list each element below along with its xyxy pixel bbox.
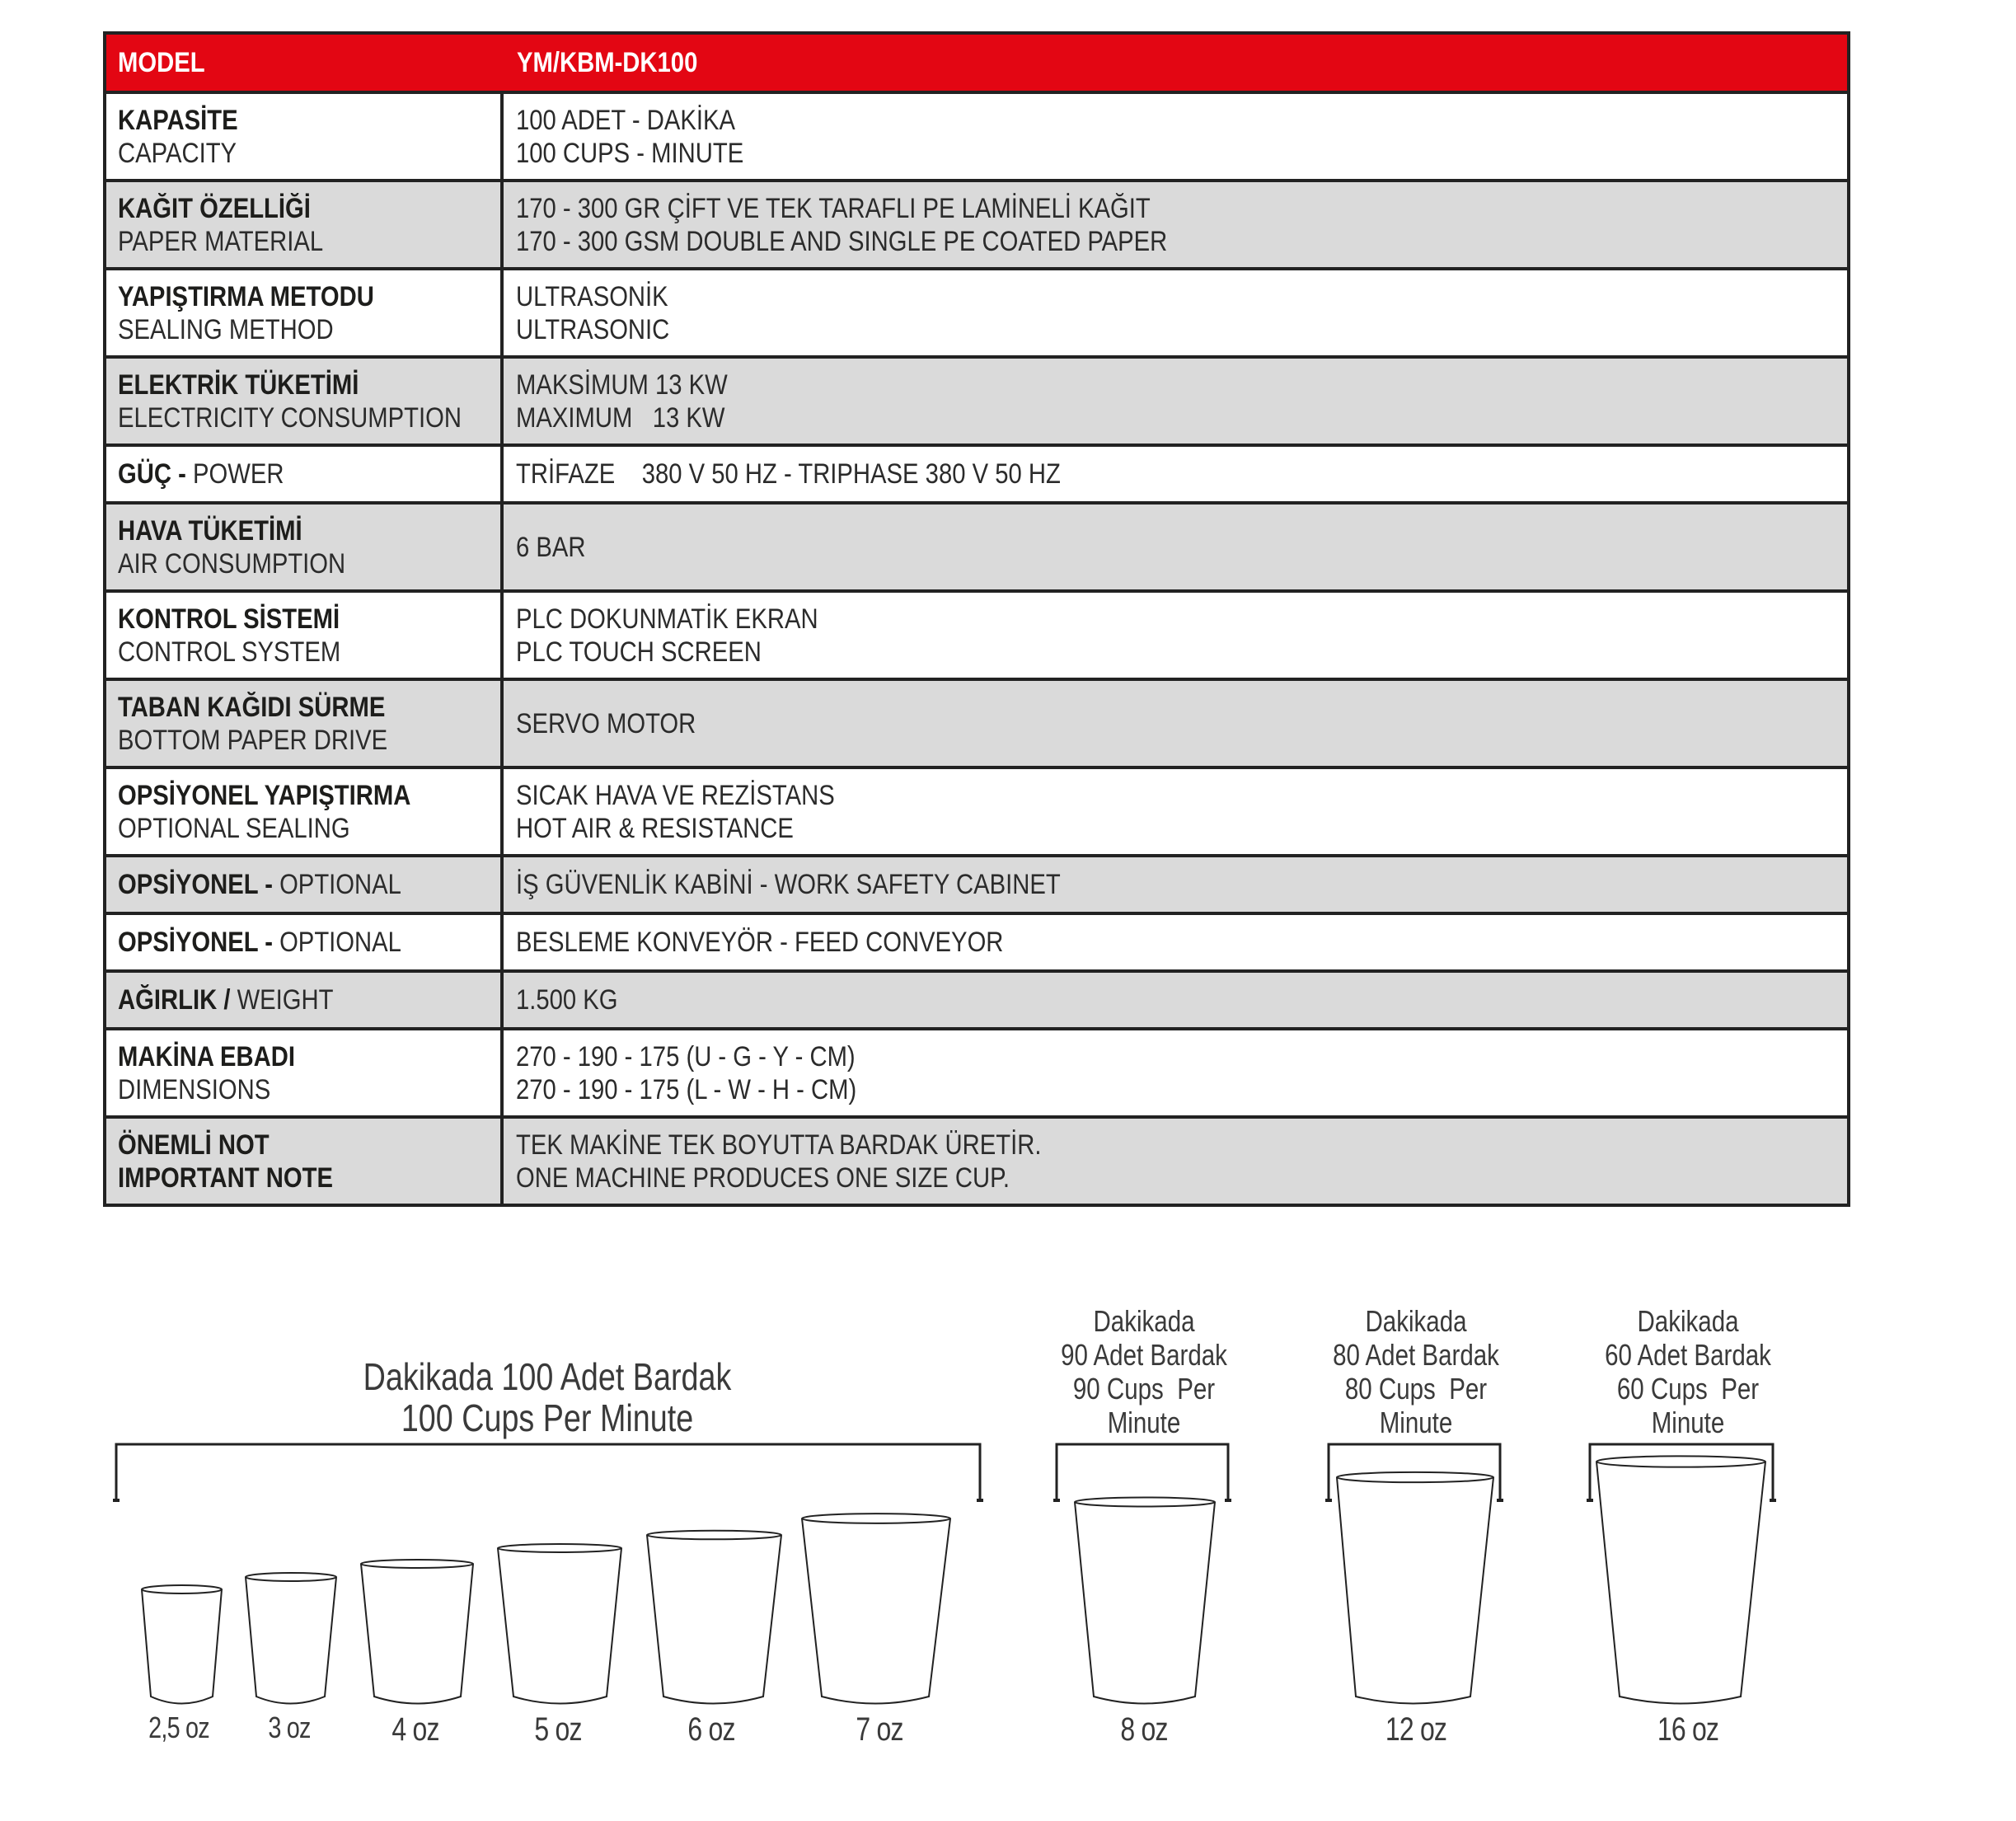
spec-value: 170 - 300 GSM DOUBLE AND SINGLE PE COATED PAPER [516, 225, 1168, 257]
table-row [106, 912, 1847, 969]
cup-rim [142, 1585, 222, 1593]
table-row [106, 444, 1847, 501]
spec-label-cell [106, 447, 504, 501]
table-row [106, 854, 1847, 912]
table-row [106, 969, 1847, 1027]
spec-label-en: OPTIONAL SEALING [118, 812, 350, 844]
header-value-cell [504, 35, 1847, 91]
spec-label-tr: TABAN KAĞIDI SÜRME [118, 691, 386, 723]
spec-value: MAXIMUM 13 KW [516, 401, 725, 434]
spec-value: 1.500 KG [516, 984, 618, 1016]
spec-label-tr: KAPASİTE [118, 104, 238, 136]
bracket-line [116, 1444, 980, 1500]
production-rate-line: Dakikada 100 Adet Bardak [363, 1355, 732, 1398]
production-rate-line: 60 Adet Bardak [1605, 1338, 1771, 1372]
spec-value-cell [504, 270, 1847, 355]
spec-value: ULTRASONİK [516, 280, 668, 312]
spec-value: 6 BAR [516, 531, 586, 563]
cup-size-label: 16 oz [1657, 1711, 1719, 1748]
spec-label [118, 983, 447, 1016]
spec-value-cell [504, 94, 1847, 179]
spec-label-en: PAPER MATERIAL [118, 225, 324, 257]
spec-label-tr: KONTROL SİSTEMİ [118, 603, 340, 635]
spec-label-tr: HAVA TÜKETİMİ [118, 514, 302, 547]
cup-size-label: 8 oz [1120, 1711, 1168, 1748]
cup-rim [1596, 1456, 1765, 1467]
spec-value-cell [504, 915, 1847, 969]
production-rate-line: Dakikada [1365, 1304, 1467, 1338]
cup-icon [647, 1535, 781, 1704]
cup-icon [361, 1564, 473, 1704]
spec-value: 270 - 190 - 175 (L - W - H - CM) [516, 1073, 857, 1105]
spec-label-cell [106, 593, 504, 678]
spec-value: PLC DOKUNMATİK EKRAN [516, 603, 818, 635]
spec-label-en: OPTIONAL [279, 927, 401, 958]
table-row [106, 589, 1847, 678]
spec-value-cell [504, 769, 1847, 854]
spec-label-en: CONTROL SYSTEM [118, 636, 341, 668]
spec-label-tr: OPSİYONEL - [118, 927, 280, 958]
table-row [106, 501, 1847, 589]
spec-label-en: CAPACITY [118, 137, 237, 169]
spec-label-cell [106, 769, 504, 854]
spec-value: ONE MACHINE PRODUCES ONE SIZE CUP. [516, 1162, 1010, 1194]
table-row [106, 267, 1847, 355]
cup-rim [1337, 1472, 1493, 1482]
spec-label-cell [106, 681, 504, 766]
spec-value: HOT AIR & RESISTANCE [516, 812, 794, 844]
table-row [106, 1115, 1847, 1204]
spec-label-cell [106, 182, 504, 267]
spec-label-en: BOTTOM PAPER DRIVE [118, 724, 388, 756]
cup-rim [361, 1560, 473, 1568]
cup-size-label: 12 oz [1385, 1711, 1447, 1748]
spec-label-cell [106, 973, 504, 1027]
table-row [106, 355, 1847, 444]
header-label-cell [106, 35, 504, 91]
spec-value-cell [504, 447, 1847, 501]
spec-label-tr: ÖNEMLİ NOT [118, 1129, 270, 1161]
spec-label [118, 926, 447, 959]
production-rate-line: Minute [1379, 1406, 1453, 1439]
spec-label-cell [106, 1030, 504, 1115]
cup-size-label: 6 oz [687, 1711, 735, 1748]
spec-label-tr: MAKİNA EBADI [118, 1040, 295, 1072]
table-row [106, 91, 1847, 179]
spec-label-en: SEALING METHOD [118, 313, 334, 345]
spec-label-en: AIR CONSUMPTION [118, 547, 346, 580]
table-row [106, 678, 1847, 766]
production-rate-text [323, 1356, 772, 1438]
bracket-line [1057, 1444, 1228, 1500]
production-rate-line: Dakikada [1093, 1304, 1195, 1338]
spec-value-cell [504, 973, 1847, 1027]
spec-label-en: POWER [192, 458, 284, 490]
table-row [106, 766, 1847, 854]
spec-value: BESLEME KONVEYÖR - FEED CONVEYOR [516, 927, 1004, 958]
spec-label-en: WEIGHT [237, 984, 334, 1016]
spec-value: ULTRASONIC [516, 313, 670, 345]
spec-value-cell [504, 857, 1847, 912]
cup-icon [802, 1518, 950, 1704]
production-rate-line: 80 Cups Per [1344, 1372, 1488, 1406]
table-row [106, 1027, 1847, 1115]
spec-label-cell [106, 1119, 504, 1204]
cup-icon [1075, 1502, 1215, 1704]
spec-table [103, 31, 1850, 1207]
cup-rim [647, 1531, 781, 1540]
bracket-line [1590, 1444, 1773, 1500]
spec-label-en: DIMENSIONS [118, 1073, 271, 1105]
cup-icon [246, 1577, 336, 1704]
spec-value-cell [504, 1119, 1847, 1204]
production-rate-line: 90 Adet Bardak [1061, 1338, 1227, 1372]
spec-label-cell [106, 94, 504, 179]
spec-value: 170 - 300 GR ÇİFT VE TEK TARAFLI PE LAMİNELİ KAĞIT [516, 192, 1151, 224]
spec-label-tr: OPSİYONEL YAPIŞTIRMA [118, 779, 411, 811]
spec-value-cell [504, 593, 1847, 678]
model-name: YM/KBM-DK100 [517, 47, 698, 78]
bracket-line [1329, 1444, 1500, 1500]
spec-label-en: IMPORTANT NOTE [118, 1162, 333, 1194]
spec-label-tr: ELEKTRİK TÜKETİMİ [118, 368, 359, 401]
spec-label-tr: OPSİYONEL - [118, 869, 280, 900]
spec-value: İŞ GÜVENLİK KABİNİ - WORK SAFETY CABINET [516, 869, 1061, 900]
cup-icon [142, 1589, 222, 1704]
production-rate-line: Minute [1107, 1406, 1181, 1439]
production-rate-line: Dakikada [1637, 1304, 1739, 1338]
cup-rim [498, 1544, 621, 1552]
production-rate-line: 60 Cups Per [1616, 1372, 1760, 1406]
spec-value-cell [504, 1030, 1847, 1115]
production-rate-text [1315, 1304, 1517, 1439]
cup-size-label: 7 oz [856, 1711, 903, 1748]
production-rate-line: Minute [1651, 1406, 1725, 1439]
spec-label [118, 458, 447, 490]
spec-value: SICAK HAVA VE REZİSTANS [516, 779, 835, 811]
spec-label-tr: AĞIRLIK / [118, 984, 237, 1016]
spec-label-cell [106, 915, 504, 969]
spec-value: PLC TOUCH SCREEN [516, 636, 762, 668]
spec-label-tr: KAĞIT ÖZELLİĞİ [118, 192, 311, 224]
spec-label [118, 868, 447, 901]
spec-value: 270 - 190 - 175 (U - G - Y - CM) [516, 1040, 856, 1072]
cup-rim [246, 1573, 336, 1581]
spec-label-tr: GÜÇ - [118, 458, 193, 490]
spec-value-cell [504, 359, 1847, 444]
spec-label-en: ELECTRICITY CONSUMPTION [118, 401, 462, 434]
spec-label-en: OPTIONAL [279, 869, 401, 900]
cup-rim [802, 1514, 950, 1523]
spec-value: MAKSİMUM 13 KW [516, 368, 728, 401]
production-rate-text [1043, 1304, 1245, 1439]
spec-value-cell [504, 505, 1847, 589]
cup-size-label: 4 oz [391, 1711, 439, 1748]
spec-label-cell [106, 359, 504, 444]
table-header-row [106, 35, 1847, 91]
production-rate-line: 90 Cups Per [1072, 1372, 1216, 1406]
spec-label-cell [106, 857, 504, 912]
cup-icon [1337, 1477, 1493, 1704]
spec-value: 100 CUPS - MINUTE [516, 137, 744, 169]
table-row [106, 179, 1847, 267]
spec-value: 100 ADET - DAKİKA [516, 104, 735, 136]
spec-value: TEK MAKİNE TEK BOYUTTA BARDAK ÜRETİR. [516, 1129, 1042, 1161]
spec-value: SERVO MOTOR [516, 707, 696, 739]
cup-icon [498, 1548, 621, 1704]
production-rate-line: 100 Cups Per Minute [401, 1396, 694, 1439]
spec-value-cell [504, 681, 1847, 766]
cup-size-label: 2,5 oz [148, 1711, 209, 1744]
spec-label-tr: YAPIŞTIRMA METODU [118, 280, 374, 312]
spec-label-cell [106, 505, 504, 589]
spec-label-cell [106, 270, 504, 355]
spec-value-cell [504, 182, 1847, 267]
production-rate-line: 80 Adet Bardak [1333, 1338, 1499, 1372]
production-rate-text [1587, 1304, 1789, 1439]
cup-size-label: 5 oz [534, 1711, 582, 1748]
header-label: MODEL [118, 47, 205, 78]
spec-value: TRİFAZE 380 V 50 HZ - TRIPHASE 380 V 50 HZ [516, 458, 1061, 490]
cup-rim [1075, 1497, 1215, 1506]
cup-icon [1596, 1462, 1765, 1704]
cup-size-label: 3 oz [268, 1711, 311, 1744]
